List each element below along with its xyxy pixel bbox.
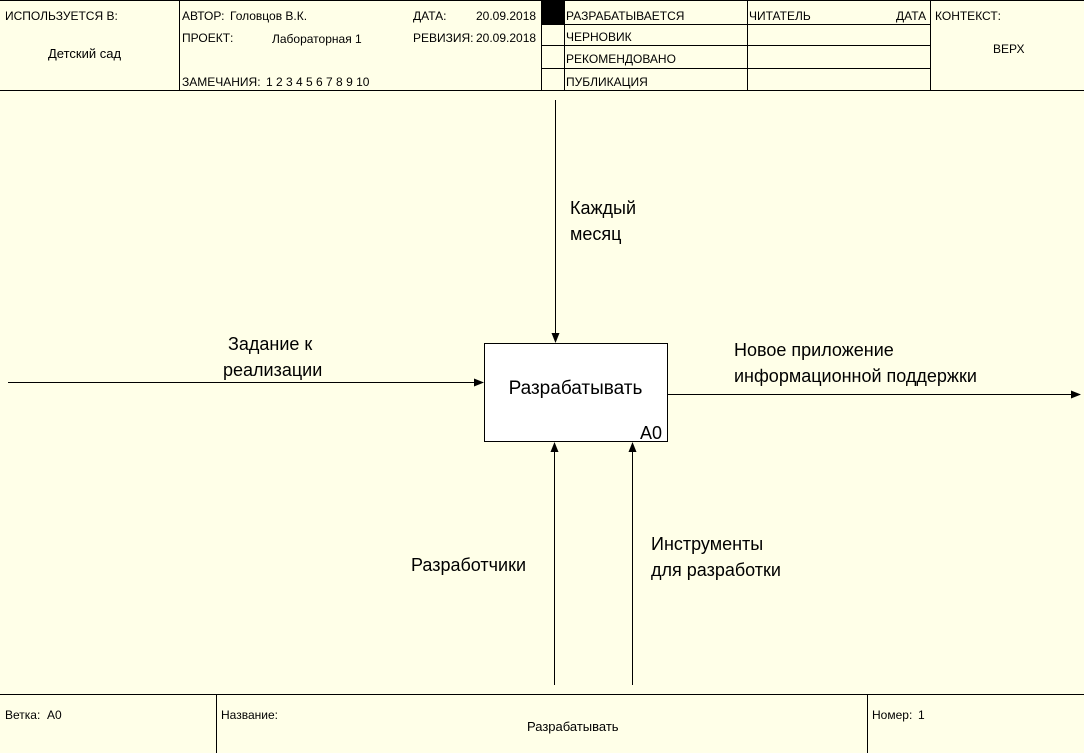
project-label: ПРОЕКТ: [182, 31, 234, 45]
author-label: АВТОР: [182, 9, 225, 23]
activity-box-label: Разрабатывать [508, 378, 643, 399]
revision-value: 20.09.2018 [476, 31, 537, 45]
input-label-line: реализации [223, 360, 323, 380]
input-label [223, 331, 322, 383]
reader-label: ЧИТАТЕЛЬ [749, 9, 811, 23]
mechanism-tools-label [651, 531, 781, 583]
date-label: ДАТА: [413, 9, 447, 23]
mechanism-tools-label-line: для разработки [651, 560, 781, 580]
control-label-line: Каждый [570, 198, 637, 218]
node-label: Ветка: [5, 708, 41, 722]
title-value: Разрабатывать [527, 719, 619, 734]
used-in-value: Детский сад [48, 46, 122, 61]
output-label-line: Новое приложение [734, 340, 894, 360]
mechanism-tools-label-line: Инструменты [651, 534, 764, 554]
control-label [570, 195, 636, 247]
activity-box-number: A0 [640, 423, 663, 443]
reader-date-label: ДАТА [896, 9, 927, 23]
date-value: 20.09.2018 [476, 9, 537, 23]
control-label-line: месяц [570, 224, 622, 244]
node-value: A0 [47, 708, 62, 722]
output-label-line: информационной поддержки [734, 366, 977, 386]
input-label-line: Задание к [228, 334, 313, 354]
output-label [734, 337, 977, 389]
status-item: РЕКОМЕНДОВАНО [566, 52, 676, 66]
footer-divider [867, 694, 868, 753]
mechanism-developers-label: Разработчики [411, 555, 527, 575]
status-item: ЧЕРНОВИК [566, 30, 632, 44]
number-value: 1 [918, 708, 925, 722]
author-value: Головцов В.К. [230, 9, 308, 23]
notes-label: ЗАМЕЧАНИЯ: [182, 75, 261, 89]
title-label: Название: [221, 708, 278, 722]
project-value: Лабораторная 1 [272, 32, 362, 46]
footer-divider [216, 694, 217, 753]
footer-top-border [0, 694, 1084, 695]
number-label: Номер: [872, 708, 913, 722]
used-in-label: ИСПОЛЬЗУЕТСЯ В: [5, 9, 118, 23]
status-item: ПУБЛИКАЦИЯ [566, 75, 648, 89]
status-item: РАЗРАБАТЫВАЕТСЯ [566, 9, 685, 23]
context-value: ВЕРХ [993, 42, 1025, 56]
context-label: КОНТЕКСТ: [935, 9, 1001, 23]
revision-label: РЕВИЗИЯ: [413, 31, 474, 45]
notes-value: 1 2 3 4 5 6 7 8 9 10 [266, 75, 370, 89]
